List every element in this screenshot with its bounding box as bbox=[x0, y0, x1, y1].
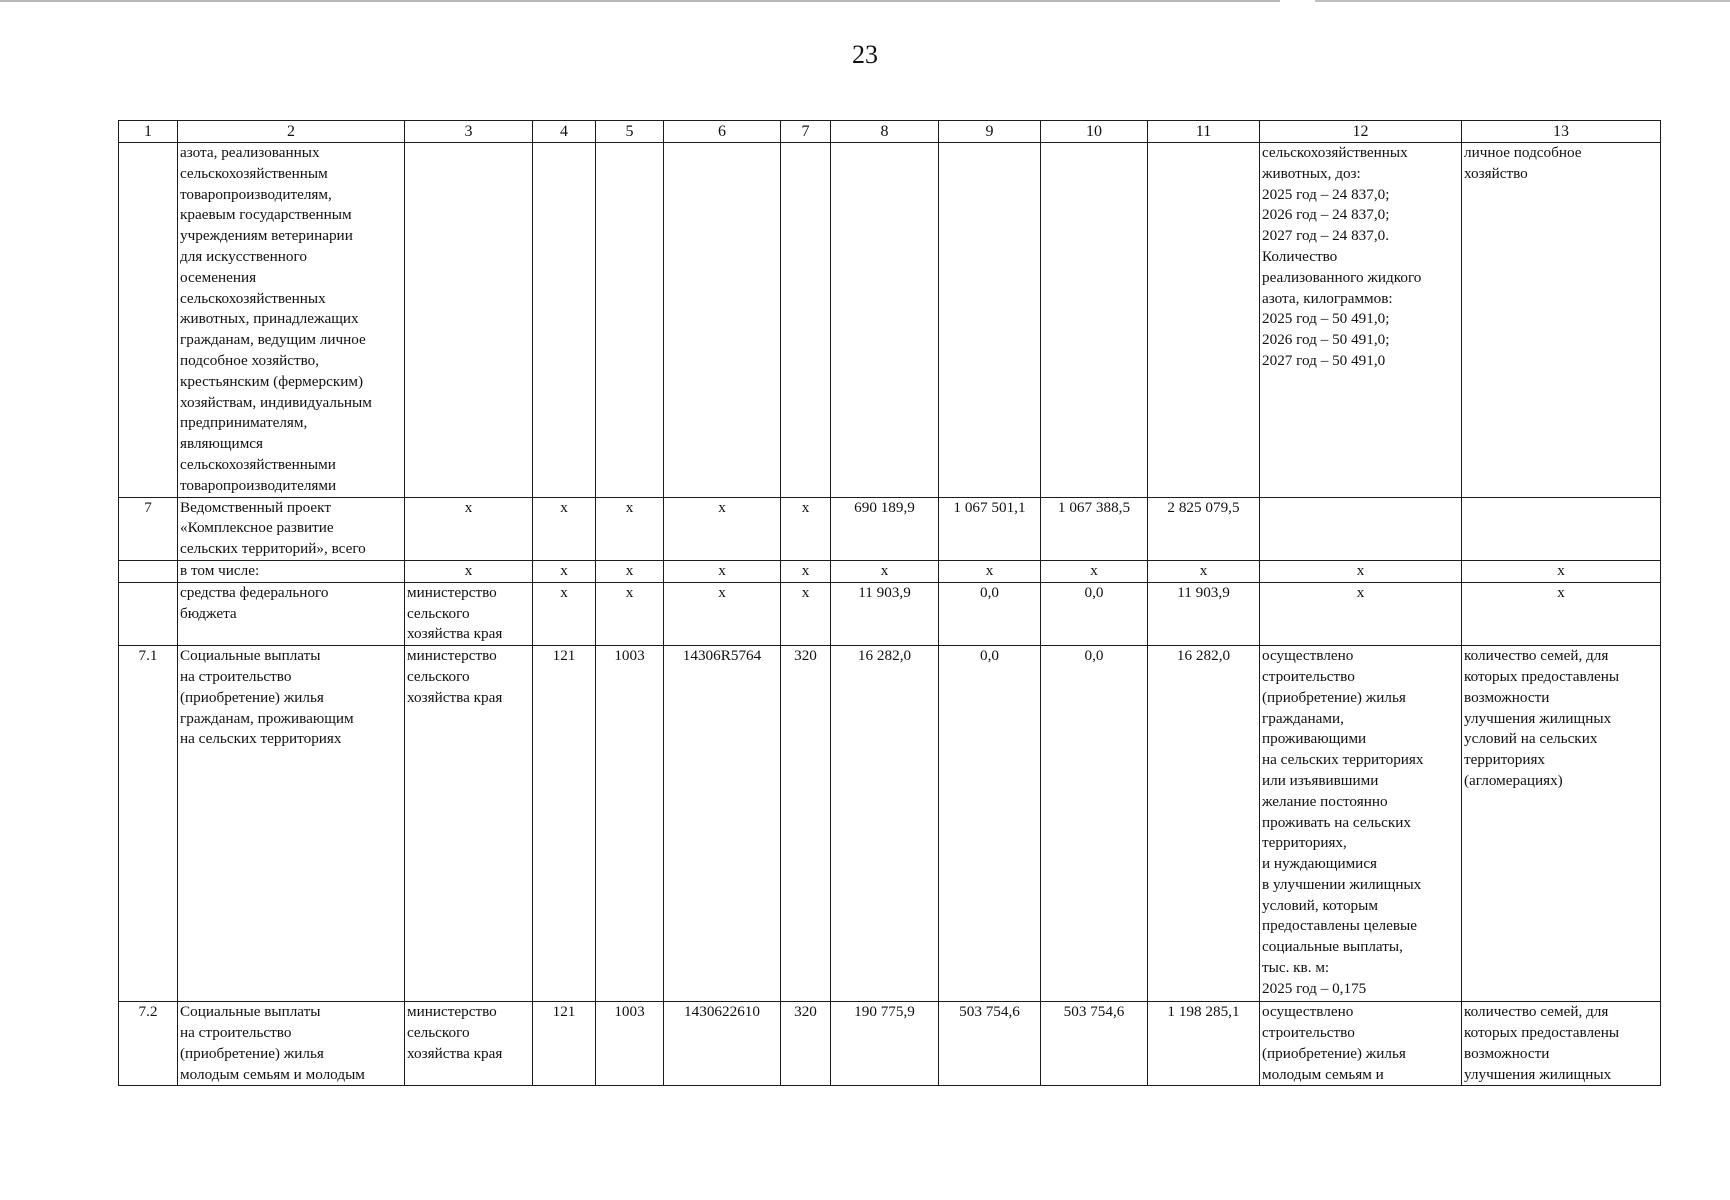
header-cell: 7 bbox=[781, 121, 831, 143]
responsible-cell: x bbox=[405, 560, 533, 582]
code-cell bbox=[781, 143, 831, 498]
header-cell: 5 bbox=[596, 121, 664, 143]
table-row bbox=[119, 582, 1661, 645]
header-cell: 8 bbox=[831, 121, 939, 143]
code-cell: x bbox=[781, 582, 831, 645]
header-cell: 10 bbox=[1041, 121, 1148, 143]
amount-cell: 690 189,9 bbox=[831, 497, 939, 560]
amount-cell: 503 754,6 bbox=[1041, 1002, 1148, 1086]
row-number-cell bbox=[119, 582, 178, 645]
amount-cell: 16 282,0 bbox=[831, 646, 939, 1002]
row-number-cell: 7.1 bbox=[119, 646, 178, 1002]
description-cell: Ведомственный проект «Комплексное развитие сельских территорий», всего bbox=[178, 497, 405, 560]
header-cell: 1 bbox=[119, 121, 178, 143]
indicator-cell: количество семей, для которых предоставлены возможности улучшения жилищных bbox=[1462, 1002, 1661, 1086]
amount-cell bbox=[1041, 143, 1148, 498]
indicator-cell: личное подсобное хозяйство bbox=[1462, 143, 1661, 498]
header-cell: 3 bbox=[405, 121, 533, 143]
result-cell: осуществлено строительство (приобретение) жилья гражданами, проживающими на сельских территориях или изъявившими желание постоянно проживать на сельских территориях, и нуждающимися в улучшении жилищных условий, которым предоставлены целевые социальные выплаты, тыс. кв. м: 2025 год – 0,175 bbox=[1260, 646, 1462, 1002]
amount-cell: 1 067 501,1 bbox=[939, 497, 1041, 560]
code-cell: x bbox=[781, 560, 831, 582]
code-cell bbox=[664, 143, 781, 498]
amount-cell: 16 282,0 bbox=[1148, 646, 1260, 1002]
amount-cell: 0,0 bbox=[1041, 646, 1148, 1002]
code-cell: 1003 bbox=[596, 1002, 664, 1086]
amount-cell: 1 067 388,5 bbox=[1041, 497, 1148, 560]
code-cell bbox=[533, 143, 596, 498]
responsible-cell bbox=[405, 143, 533, 498]
budget-table bbox=[118, 120, 1661, 1086]
code-cell: x bbox=[664, 560, 781, 582]
header-cell: 12 bbox=[1260, 121, 1462, 143]
header-cell: 6 bbox=[664, 121, 781, 143]
code-cell: x bbox=[664, 582, 781, 645]
code-cell: x bbox=[596, 497, 664, 560]
code-cell: 121 bbox=[533, 1002, 596, 1086]
code-cell: 320 bbox=[781, 646, 831, 1002]
description-cell: в том числе: bbox=[178, 560, 405, 582]
code-cell: x bbox=[533, 497, 596, 560]
responsible-cell: министерство сельского хозяйства края bbox=[405, 646, 533, 1002]
responsible-cell: министерство сельского хозяйства края bbox=[405, 582, 533, 645]
amount-cell: 1 198 285,1 bbox=[1148, 1002, 1260, 1086]
result-cell: осуществлено строительство (приобретение) жилья молодым семьям и bbox=[1260, 1002, 1462, 1086]
code-cell: x bbox=[596, 582, 664, 645]
code-cell: x bbox=[781, 497, 831, 560]
header-cell: 11 bbox=[1148, 121, 1260, 143]
amount-cell: 190 775,9 bbox=[831, 1002, 939, 1086]
indicator-cell bbox=[1462, 497, 1661, 560]
result-cell: сельскохозяйственных животных, доз: 2025 год – 24 837,0; 2026 год – 24 837,0; 2027 год – 24 837,0. Количество реализованного жидкого азота, килограммов: 2025 год – 50 491,0; 2026 год – 50 491,0; 2027 год – 50 491,0 bbox=[1260, 143, 1462, 498]
indicator-cell: количество семей, для которых предоставлены возможности улучшения жилищных условий на сельских территориях (агломерациях) bbox=[1462, 646, 1661, 1002]
amount-cell: x bbox=[831, 560, 939, 582]
header-cell: 9 bbox=[939, 121, 1041, 143]
description-cell: Социальные выплаты на строительство (приобретение) жилья молодым семьям и молодым bbox=[178, 1002, 405, 1086]
amount-cell bbox=[939, 143, 1041, 498]
amount-cell: 503 754,6 bbox=[939, 1002, 1041, 1086]
amount-cell bbox=[831, 143, 939, 498]
header-cell: 2 bbox=[178, 121, 405, 143]
page-number: 23 bbox=[852, 40, 878, 69]
code-cell: x bbox=[596, 560, 664, 582]
indicator-cell: x bbox=[1462, 582, 1661, 645]
table-header-row bbox=[119, 121, 1661, 143]
code-cell bbox=[596, 143, 664, 498]
code-cell: 1003 bbox=[596, 646, 664, 1002]
result-cell: x bbox=[1260, 560, 1462, 582]
table-row bbox=[119, 560, 1661, 582]
result-cell bbox=[1260, 497, 1462, 560]
table-row bbox=[119, 1002, 1661, 1086]
code-cell: 1430622610 bbox=[664, 1002, 781, 1086]
indicator-cell: x bbox=[1462, 560, 1661, 582]
amount-cell: x bbox=[1148, 560, 1260, 582]
description-cell: азота, реализованных сельскохозяйственным товаропроизводителям, краевым государственным учреждениям ветеринарии для искусственного осеменения сельскохозяйственных животных, принадлежащих гражданам, ведущим личное подсобное хозяйство, крестьянским (фермерским) хозяйствам, индивидуальным предпринимателям, являющимся сельскохозяйственными товаропроизводителями bbox=[178, 143, 405, 498]
responsible-cell: x bbox=[405, 497, 533, 560]
description-cell: Социальные выплаты на строительство (приобретение) жилья гражданам, проживающим на сельских территориях bbox=[178, 646, 405, 1002]
amount-cell: 2 825 079,5 bbox=[1148, 497, 1260, 560]
result-cell: x bbox=[1260, 582, 1462, 645]
code-cell: x bbox=[533, 560, 596, 582]
row-number-cell bbox=[119, 560, 178, 582]
amount-cell bbox=[1148, 143, 1260, 498]
code-cell: x bbox=[533, 582, 596, 645]
row-number-cell: 7 bbox=[119, 497, 178, 560]
amount-cell: 0,0 bbox=[1041, 582, 1148, 645]
amount-cell: 11 903,9 bbox=[1148, 582, 1260, 645]
scan-edge bbox=[0, 0, 1730, 2]
row-number-cell bbox=[119, 143, 178, 498]
table-row bbox=[119, 143, 1661, 498]
table-row bbox=[119, 497, 1661, 560]
amount-cell: x bbox=[939, 560, 1041, 582]
amount-cell: 0,0 bbox=[939, 582, 1041, 645]
amount-cell: 0,0 bbox=[939, 646, 1041, 1002]
header-cell: 13 bbox=[1462, 121, 1661, 143]
code-cell: 121 bbox=[533, 646, 596, 1002]
header-cell: 4 bbox=[533, 121, 596, 143]
table-row bbox=[119, 646, 1661, 1002]
code-cell: x bbox=[664, 497, 781, 560]
amount-cell: 11 903,9 bbox=[831, 582, 939, 645]
amount-cell: x bbox=[1041, 560, 1148, 582]
responsible-cell: министерство сельского хозяйства края bbox=[405, 1002, 533, 1086]
code-cell: 320 bbox=[781, 1002, 831, 1086]
row-number-cell: 7.2 bbox=[119, 1002, 178, 1086]
code-cell: 14306R5764 bbox=[664, 646, 781, 1002]
description-cell: средства федерального бюджета bbox=[178, 582, 405, 645]
